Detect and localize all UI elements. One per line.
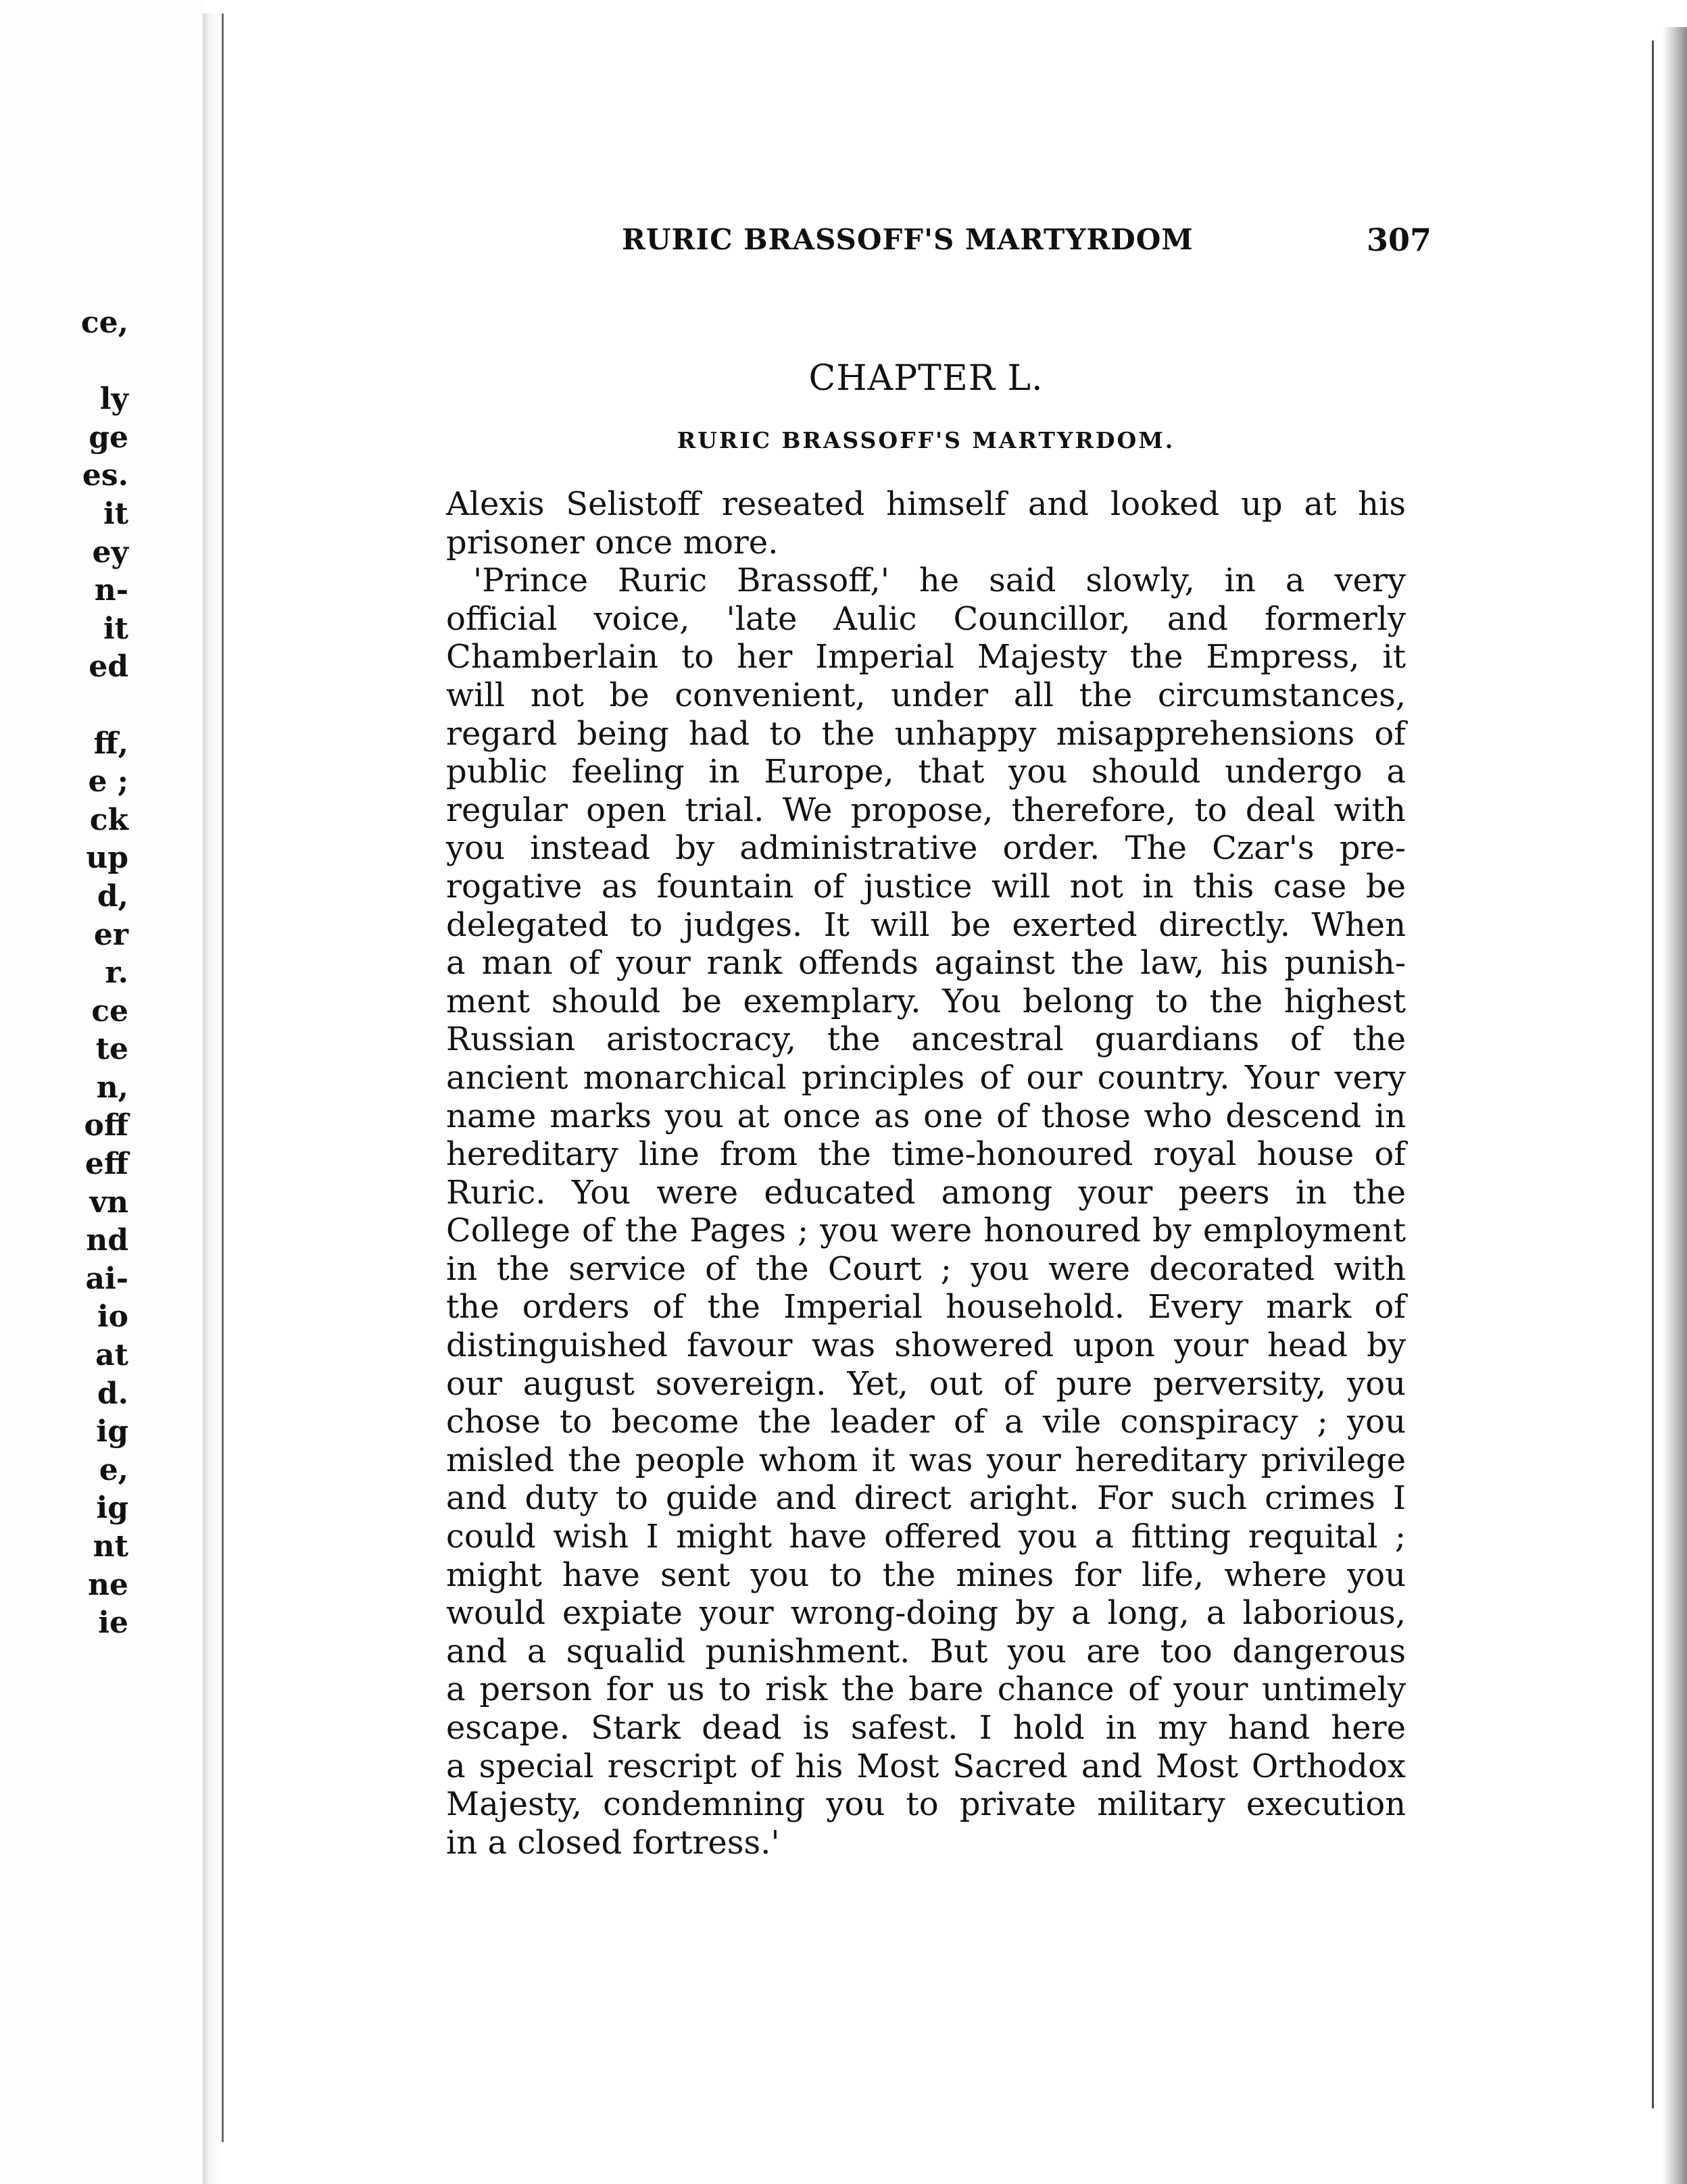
left-page-fragment: r. bbox=[105, 956, 128, 991]
text-line: will not be convenient, under all the circumstances, bbox=[446, 676, 1406, 714]
left-page-fragment bbox=[0, 687, 128, 725]
text-line: and duty to guide and direct aright. For such crimes I bbox=[446, 1479, 1406, 1518]
text-line: prisoner once more. bbox=[446, 523, 779, 562]
left-page-fragment: ie bbox=[98, 1606, 128, 1641]
left-page-text-fragments bbox=[0, 304, 128, 1643]
left-page-fragment: e, bbox=[99, 1452, 128, 1487]
text-line: Ruric. You were educated among your peers in the bbox=[446, 1173, 1406, 1212]
chapter-title: CHAPTER L. bbox=[808, 358, 1044, 399]
left-page-fragment: up bbox=[86, 841, 128, 876]
text-line: College of the Pages ; you were honoured by employment bbox=[446, 1212, 1406, 1250]
text-line: hereditary line from the time-honoured royal house of bbox=[446, 1135, 1406, 1174]
left-page-fragment: it bbox=[103, 611, 128, 646]
left-page-fragment: eff bbox=[84, 1147, 128, 1182]
text-line: Russian aristocracy, the ancestral guardians of the bbox=[446, 1020, 1406, 1059]
text-line: a special rescript of his Most Sacred and Most Orthodox bbox=[446, 1747, 1406, 1785]
text-line: escape. Stark dead is safest. I hold in my hand here bbox=[446, 1709, 1406, 1747]
left-page-fragment: ce, bbox=[80, 305, 128, 340]
book-gutter-shadow bbox=[203, 14, 219, 2184]
left-page-fragment: ck bbox=[89, 802, 128, 837]
text-line: a person for us to risk the bare chance of your untimely bbox=[446, 1670, 1406, 1709]
chapter-subtitle: RURIC BRASSOFF'S MARTYRDOM. bbox=[677, 427, 1175, 453]
left-page-fragment: ne bbox=[88, 1567, 128, 1602]
left-page-fragment: ig bbox=[96, 1491, 128, 1526]
text-line: a man of your rank offends against the law, his punish- bbox=[446, 944, 1406, 983]
left-page-fragment: d, bbox=[97, 878, 128, 914]
left-page-fragment: vn bbox=[89, 1185, 128, 1220]
text-line: official voice, 'late Aulic Councillor, and formerly bbox=[446, 599, 1406, 638]
page-edge-shadow bbox=[1663, 27, 1687, 2184]
left-page-fragment: d. bbox=[97, 1376, 128, 1411]
left-page-fragment: ce bbox=[91, 993, 128, 1028]
left-page-fragment: ed bbox=[89, 649, 128, 685]
text-line: misled the people whom it was your hereditary privilege bbox=[446, 1441, 1406, 1479]
text-line: our august sovereign. Yet, out of pure perversity, you bbox=[446, 1364, 1406, 1403]
left-page-fragment: nd bbox=[86, 1223, 128, 1258]
left-page-fragment: off bbox=[84, 1108, 128, 1143]
text-line: the orders of the Imperial household. Every mark of bbox=[446, 1288, 1406, 1326]
text-line: rogative as fountain of justice will not in this case be bbox=[446, 867, 1406, 905]
text-line: ancient monarchical principles of our country. Your very bbox=[446, 1058, 1406, 1097]
left-page-fragment: it bbox=[103, 496, 128, 531]
text-line: name marks you at once as one of those who descend in bbox=[446, 1097, 1406, 1135]
text-line: distinguished favour was showered upon your head by bbox=[446, 1326, 1406, 1365]
text-line: ment should be exemplary. You belong to the highest bbox=[446, 982, 1406, 1020]
text-line: 'Prince Ruric Brassoff,' he said slowly, in a very bbox=[473, 562, 1406, 600]
left-page-fragment: at bbox=[95, 1338, 128, 1373]
text-line: Majesty, condemning you to private military execution bbox=[446, 1785, 1406, 1824]
text-line: in a closed fortress.' bbox=[446, 1823, 780, 1862]
text-line: you instead by administrative order. The Czar's pre- bbox=[446, 829, 1406, 868]
text-line: in the service of the Court ; you were decorated with bbox=[446, 1249, 1406, 1288]
left-page-fragment: ge bbox=[89, 420, 128, 455]
left-page-fragment: ly bbox=[99, 382, 128, 417]
text-line: regard being had to the unhappy misapprehensions of bbox=[446, 714, 1406, 753]
text-line: Alexis Selistoff reseated himself and looked up at his bbox=[446, 485, 1406, 523]
left-page-fragment: er bbox=[93, 917, 128, 952]
left-page-fragment: ig bbox=[96, 1414, 128, 1449]
text-line: chose to become the leader of a vile conspiracy ; you bbox=[446, 1403, 1406, 1441]
page-edge-line bbox=[1652, 41, 1654, 2108]
running-head-title: RURIC BRASSOFF'S MARTYRDOM bbox=[622, 223, 1194, 256]
left-page-fragment: es. bbox=[82, 458, 128, 493]
gutter-line bbox=[222, 14, 224, 2142]
text-line: delegated to judges. It will be exerted directly. When bbox=[446, 905, 1406, 944]
page-number: 307 bbox=[1367, 222, 1432, 258]
left-page-fragment: ai- bbox=[85, 1261, 128, 1296]
text-line: and a squalid punishment. But you are too dangerous bbox=[446, 1632, 1406, 1670]
left-page-fragment: te bbox=[95, 1032, 128, 1067]
left-page-fragment: ff, bbox=[93, 726, 128, 761]
text-line: could wish I might have offered you a fitting requital ; bbox=[446, 1518, 1406, 1556]
text-line: would expiate your wrong-doing by a long, a laborious, bbox=[446, 1594, 1406, 1633]
left-page-fragment: ey bbox=[92, 535, 128, 570]
left-page-fragment: nt bbox=[93, 1529, 128, 1564]
text-line: Chamberlain to her Imperial Majesty the Empress, it bbox=[446, 638, 1406, 676]
text-line: public feeling in Europe, that you should undergo a bbox=[446, 753, 1406, 791]
text-line: regular open trial. We propose, therefore, to deal with bbox=[446, 791, 1406, 829]
left-page-fragment: n- bbox=[94, 573, 128, 608]
left-page-fragment: io bbox=[97, 1299, 128, 1335]
left-page-fragment: e ; bbox=[88, 764, 128, 799]
text-line: might have sent you to the mines for life, where you bbox=[446, 1556, 1406, 1594]
left-page-fragment bbox=[0, 343, 128, 381]
left-page-fragment: n, bbox=[96, 1070, 128, 1105]
chapter-body-text bbox=[446, 485, 1406, 1862]
